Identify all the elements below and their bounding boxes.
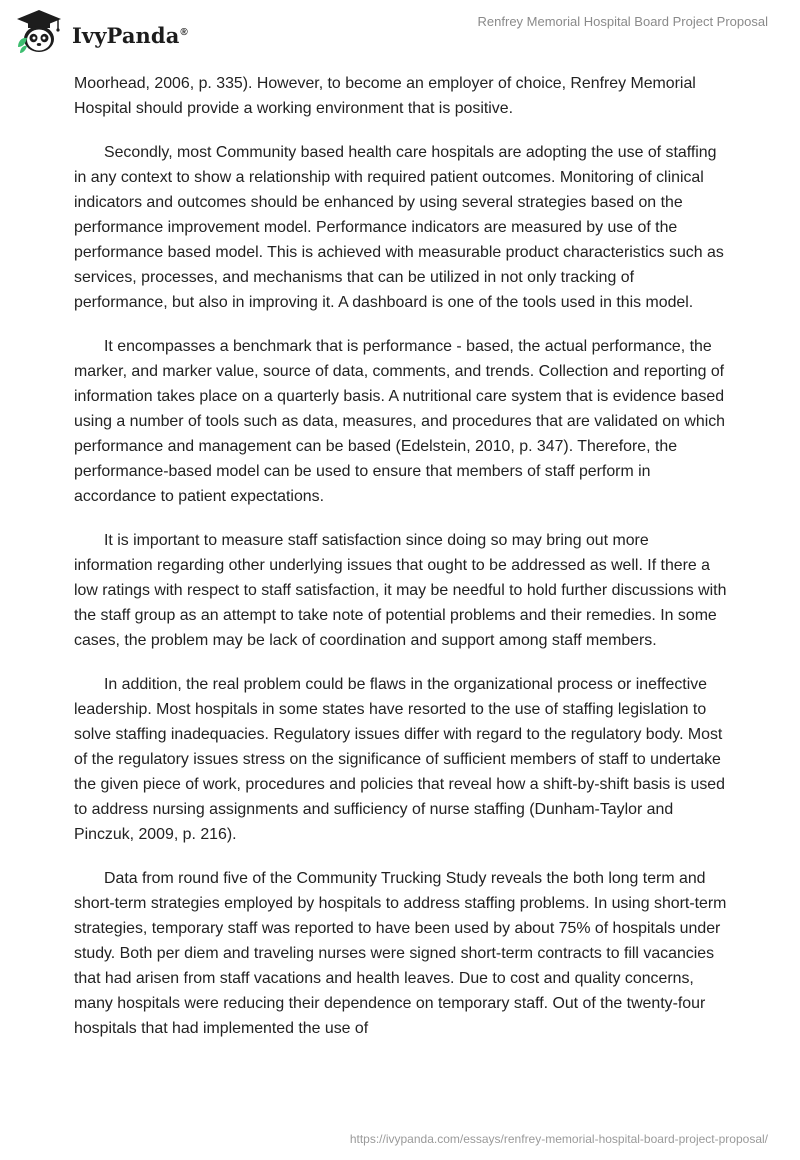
brand-logo[interactable] [14, 6, 188, 58]
brand-name: IvyPanda® [72, 22, 188, 48]
paragraph-1: Moorhead, 2006, p. 335). However, to become an employer of choice, Renfrey Memorial Hospital should provide a working environment that is positive. [74, 75, 696, 117]
essay-body [74, 71, 728, 1060]
paragraph-5: In addition, the real problem could be flaws in the organizational process or ineffective leadership. Most hospitals in some states have resorted to the use of staffing legislation to solve staffing inadequacies. Regulatory issues differ with regard to the regulatory body. Most of the regulatory issues stress on the significance of sufficient members of staff to undertake the given piece of work, procedures and policies that reveal how a shift-by-shift basis is used to address nursing assignments and sufficiency of nurse staffing (Dunham-Taylor and Pinczuk, 2009, p. 216). [74, 676, 725, 843]
document-title: Renfrey Memorial Hospital Board Project Proposal [477, 14, 768, 29]
registered-mark: ® [180, 26, 188, 38]
paragraph-3: It encompasses a benchmark that is performance - based, the actual performance, the marker, and marker value, source of data, comments, and trends. Collection and reporting of information takes place on a quarterly basis. A nutritional care system that is evidence based using a number of tools such as data, measures, and procedures that are validated on which performance and management can be based (Edelstein, 2010, p. 347). Therefore, the performance-based model can be used to ensure that members of staff perform in accordance to patient expectations. [74, 338, 726, 505]
page-header [0, 0, 800, 70]
paragraph-2: Secondly, most Community based health care hospitals are adopting the use of staffing in any context to show a relationship with required patient outcomes. Monitoring of clinical indicators and outcomes should be enhanced by using several strategies based on the performance improvement model. Performance indicators are measured by use of the performance based model. This is achieved with measurable product characteristics such as services, processes, and mechanisms that can be utilized in not only tracking of performance, but also in improving it. A dashboard is one of the tools used in this model. [74, 144, 724, 311]
paragraph-6: Data from round five of the Community Trucking Study reveals the both long term and short-term strategies employed by hospitals to address staffing problems. In using short-term strategies, temporary staff was reported to have been used by about 75% of hospitals under study. Both per diem and traveling nurses were signed short-term contracts to fill vacancies that had arisen from staff vacations and health leaves. Due to cost and quality concerns, many hospitals were reducing their dependence on temporary staff. Out of the twenty-four hospitals that had implemented the use of [74, 870, 727, 1037]
panda-graduate-icon [14, 7, 64, 57]
source-url[interactable]: https://ivypanda.com/essays/renfrey-memorial-hospital-board-project-proposal/ [349, 1132, 768, 1146]
paragraph-4: It is important to measure staff satisfaction since doing so may bring out more information regarding other underlying issues that ought to be addressed as well. If there a low ratings with respect to staff satisfaction, it may be needful to hold further discussions with the staff group as an attempt to take note of potential problems and their remedies. In some cases, the problem may be lack of coordination and support among staff members. [74, 532, 727, 649]
